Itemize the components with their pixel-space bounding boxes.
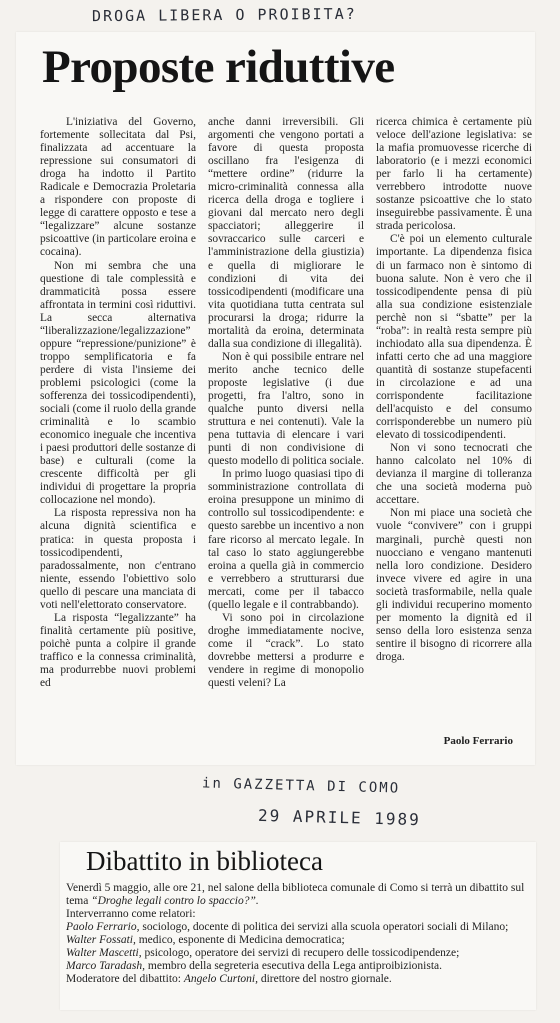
speaker-name: Marco Taradash, <box>66 960 146 972</box>
speaker-entry <box>66 947 528 960</box>
paragraph: L'iniziativa del Governo, fortemente sollecitata dal Psi, finalizzata ad accentuare la repressione sui consumatori di droga ha indotto il Partito Radicale e Democrazia Proletaria a rispondere con proposte di legge di carattere opposto e tese a “legalizzare” alcune sostanze psicoattive (in particolare eroina e cocaina). <box>40 116 196 259</box>
paragraph: Non vi sono tecnocrati che hanno calcolato nel 10% di devianza il margine di tolleranza che una società moderna può accettare. <box>376 442 532 507</box>
article-column-3 <box>376 116 532 736</box>
paragraph: Non è qui possibile entrare nel merito anche tecnico delle proposte legislative (i due progetti, fra l'altro, sono in qualche punto diversi nella struttura e nei contenuti). Vale la pena tuttavia di elencare i vari punti di non condivisione di questo modello di politica sociale. <box>208 350 364 468</box>
paragraph: La risposta “legalizzante” ha finalità certamente più positive, poichè punta a colpire il grande traffico e la connessa criminalità, ma produrrebbe nuovi problemi ed <box>40 611 196 690</box>
event-intro: Venerdì 5 maggio, alle ore 21, nel salone della biblioteca comunale di Como si terrà un dibattito sul tema <box>66 882 525 907</box>
speaker-role: sociologo, docente di politica dei servizi alla scuola operatori sociali di Milano; <box>139 921 509 933</box>
moderator-name: Angelo Curtoni, <box>183 973 258 985</box>
moderator-entry <box>66 973 528 986</box>
article-body <box>66 882 528 986</box>
paragraph: In primo luogo quasiasi tipo di somministrazione controllata di eroina presuppone un minimo di controllo sul tossicodipendente: e questo sarebbe un incentivo a non fare ricorso al mercato legale. In tal caso lo stato aggiungerebbe eroina a quella già in commercio e verrebbero a strutturarsi due mercati, come per il tabacco (quello legale e il contrabbando). <box>208 468 364 611</box>
speaker-name: Paolo Ferrario, <box>66 921 140 933</box>
article-columns <box>40 116 532 736</box>
article-title: Proposte riduttive <box>42 41 395 93</box>
article-column-1 <box>40 116 196 736</box>
handwritten-source-note: in GAZZETTA DI COMO <box>201 775 401 797</box>
paragraph: Non mi piace una società che vuole “convivere” con i gruppi marginali, purchè questi non nuocciano e vengano mantenuti nella loro condizione. Desidero invece vivere ed agire in una società trasformabile, nella quale gli individui recuperino momento per momento la dignità ed il senso della loro esistenza senza sentire il bisogno di ricorrere alla droga. <box>376 507 532 663</box>
event-topic: “Droghe legali contro lo spaccio?”. <box>91 895 259 907</box>
speaker-role: medico, esponente di Medicina democratica; <box>135 934 345 946</box>
paragraph: C'è poi un elemento culturale importante. La dipendenza fisica di un farmaco non è sintomo di buona salute. Non è vero che il tossicodipendente pensa di più alla sua condizione esistenziale perchè non si “sbatte” per la “roba”: in realtà resta sempre più inchiodato alla sua dipendenza. È infatti certo che ad una maggiore quantità di sostanze stupefacenti in circolazione e ad una corrispondente facilitazione dell'acquisto e del consumo corrisponderebbe un numero più elevato di tossicodipendenti. <box>376 233 532 442</box>
speaker-role: psicologo, operatore dei servizi di recupero delle tossicodipendenze; <box>141 947 460 959</box>
handwritten-date-note: 29 APRILE 1989 <box>257 805 422 830</box>
paragraph: ricerca chimica è certamente più veloce dell'azione legislativa: se la mafia promuovesse ricerche di laboratorio (e i mezzi economici per farlo li ha certamente) verrebbero introdotte nuove sostanze psicoattive che lo stato inseguirebbe passivamente. È una strada pericolosa. <box>376 116 532 233</box>
speaker-role: membro della segreteria esecutiva della Lega antiproibizionista. <box>145 960 442 972</box>
article-column-2 <box>208 116 364 736</box>
speaker-name: Walter Fossati, <box>66 934 136 946</box>
event-announcement <box>66 882 528 908</box>
handwritten-note-top: DROGA LIBERA O PROIBITA? <box>91 4 357 26</box>
paragraph: anche danni irreversibili. Gli argomenti che vengono portati a favore di questa proposta oscillano fra l'esigenza di “mettere ordine” (ridurre la micro-criminalità connessa alla ricerca della droga e togliere i giovani dal mercato nero degli spacciatori; alleggerire il sovraccarico sulle carceri e l'amministrazione della giustizia) e quella di migliorare le condizioni di vita dei tossicodipendenti (modificare una vita quotidiana tutta centrata sul procurarsi la droga; ridurre la mortalità da eroina, determinata dalla sua condizione di illegalità). <box>208 116 364 350</box>
speakers-intro: Interverranno come relatori: <box>66 908 196 920</box>
moderator-label: Moderatore del dibattito: <box>66 973 184 985</box>
paragraph: La risposta repressiva non ha alcuna dignità scientifica e pratica: in questa proposta i tossicodipendenti, paradossalmente, non c'entrano niente, essendo l'obiettivo solo quello di pescare una manciata di voti nell'elettorato conservatore. <box>40 507 196 611</box>
article-byline: Paolo Ferrario <box>443 735 513 747</box>
article-clipping-proposte <box>16 32 535 765</box>
speaker-entry <box>66 934 528 947</box>
paragraph: Non mi sembra che una questione di tale complessità e drammaticità possa essere affrontata in termini così riduttivi. La secca alternativa “liberalizzazione/legalizzazione” oppure “repressione/punizione” è troppo semplificatoria e fa perdere di vista l'insieme dei problemi psicologici (come la sofferenza dei tossicodipendenti), sociali (come il ruolo della grande criminalità e lo scambio economico ineguale che incentiva i paesi produttori delle sostanze di base) e culturali (come la crescente difficoltà per gli individui di progettare la propria collocazione nel mondo). <box>40 259 196 507</box>
article-clipping-dibattito <box>60 842 536 1010</box>
speaker-name: Walter Mascetti, <box>66 947 142 959</box>
speaker-entry <box>66 921 528 934</box>
moderator-role: direttore del nostro giornale. <box>257 973 392 985</box>
article-title: Dibattito in biblioteca <box>86 846 323 876</box>
speaker-entry <box>66 960 528 973</box>
paragraph: Vi sono poi in circolazione droghe immediatamente nocive, come il “crack”. Lo stato dovrebbe mettersi a produrre e vendere in regime di monopolio questi veleni? La <box>208 611 364 690</box>
